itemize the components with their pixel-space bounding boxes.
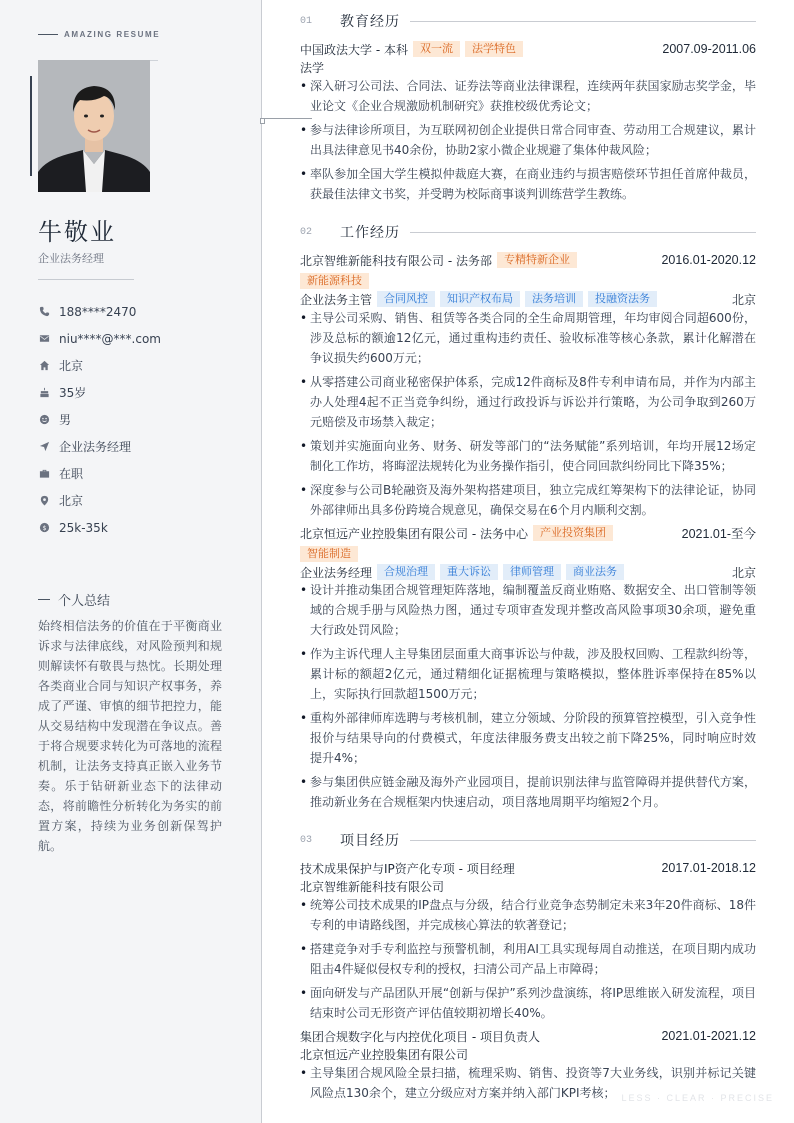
- briefcase-icon: [38, 468, 50, 480]
- job-role-row: [300, 290, 756, 308]
- project-bullets: [300, 895, 756, 1027]
- skill-tag: 投融资法务: [588, 291, 657, 307]
- cake-icon: [38, 387, 50, 399]
- company-tag: 新能源科技: [300, 273, 369, 289]
- send-icon: [38, 441, 50, 453]
- project-date: 2021.01-2021.12: [661, 1029, 756, 1043]
- contact-info-list: [38, 298, 248, 541]
- info-age: [38, 379, 248, 406]
- job-entry-header: [300, 524, 756, 542]
- job-tags-row: [300, 545, 756, 563]
- job-role-row: [300, 563, 756, 581]
- section-title: 教育经历: [340, 14, 400, 30]
- project-org: 北京恒远产业控股集团有限公司: [300, 1048, 469, 1062]
- phone-icon: [38, 306, 50, 318]
- info-gender: [38, 406, 248, 433]
- summary-text: 始终相信法务的价值在于平衡商业诉求与法律底线，对风险预判和规则解读怀有敬畏与热忱。长期处理各类商业合同与知识产权事务，养成了严谨、审慎的细节把控力，能从交易结构中发现潜在争议点。善于将合规要求转化为可落地的流程机制，让法务支持真正嵌入业务节奏。乐于钻研新业态下的法律动态，将前瞻性分析转化为务实的前置方案，持续为业务创新保驾护航。: [38, 619, 222, 853]
- company-name: 北京恒远产业控股集团有限公司 - 法务中心: [300, 526, 528, 541]
- home-text: 北京: [59, 359, 84, 373]
- age-text: 35岁: [59, 386, 87, 400]
- job-role: 企业法务主管: [300, 292, 373, 307]
- profile-photo: [38, 60, 150, 192]
- info-salary: [38, 514, 248, 541]
- skill-tag: 法务培训: [525, 291, 583, 307]
- company-tag: 产业投资集团: [533, 525, 613, 541]
- job-role: 企业法务经理: [300, 565, 373, 580]
- job-date: 2021.01-至今: [681, 527, 756, 541]
- photo-accent-bar: [30, 76, 32, 176]
- list-item: • 面向研发与产品团队开展“创新与保护”系列沙盘演练，将IP思维嵌入研发流程，项目结束时公司无形资产评估值较期初增长40%。: [300, 983, 756, 1023]
- timeline-node: [260, 118, 265, 124]
- info-target-role: [38, 433, 248, 460]
- major: 法学: [300, 61, 325, 75]
- section-number: 01: [300, 15, 313, 27]
- job-tags-row: [300, 272, 756, 290]
- company-name: 北京智维新能科技有限公司 - 法务部: [300, 253, 492, 268]
- projects-section-header: [300, 830, 756, 850]
- list-item: • 参与法律诊所项目，为互联网初创企业提供日常合同审查、劳动用工合规建议，累计出具法律意见书40余份，协助2家小微企业规避了集体仲裁风险；: [300, 120, 756, 160]
- job-date: 2016.01-2020.12: [661, 253, 756, 267]
- email-text: niu****@***.com: [59, 331, 161, 346]
- candidate-name: 牛敬业: [38, 218, 116, 246]
- company-tag: 智能制造: [300, 546, 358, 562]
- job-location: 北京: [731, 292, 756, 307]
- section-number: 02: [300, 226, 313, 238]
- portrait-illustration: [38, 60, 150, 192]
- project-entry-header: [300, 859, 756, 877]
- brand-divider: [38, 34, 58, 35]
- salary-text: 25k-35k: [59, 520, 108, 535]
- school-tag: 双一流: [413, 41, 460, 57]
- job-bullets: [300, 580, 756, 816]
- list-item: • 搭建竞争对手专利监控与预警机制，利用AI工具实现每周自动推送，在项目期内成功阻击4件疑似侵权专利的授权，扫清公司产品上市障碍；: [300, 939, 756, 979]
- list-item: • 策划并实施面向业务、财务、研发等部门的“法务赋能”系列培训，年均开展12场定制化工作坊，将晦涩法规转化为业务操作指引，使合同回款纠纷同比下降35%；: [300, 436, 756, 476]
- project-name: 集团合规数字化与内控优化项目 - 项目负责人: [300, 1029, 540, 1044]
- footer-watermark: LESS · CLEAR · PRECISE: [621, 1093, 774, 1103]
- education-date: 2007.09-2011.06: [662, 42, 756, 56]
- skill-tag: 律师管理: [503, 564, 561, 580]
- skill-tag: 合同风控: [377, 291, 435, 307]
- project-name: 技术成果保护与IP资产化专项 - 项目经理: [300, 861, 515, 876]
- section-title: 项目经历: [340, 833, 400, 849]
- list-item: • 作为主诉代理人主导集团层面重大商事诉讼与仲裁，涉及股权回购、工程款纠纷等，累计标的额超2亿元，通过精细化证据梳理与策略模拟，整体胜诉率保持在85%以上，实际执行回款超1500万元；: [300, 644, 756, 704]
- project-entry-header: [300, 1027, 756, 1045]
- list-item: • 主导集团合规风险全景扫描，梳理采购、销售、投资等7大业务线，识别并标记关键风险点130余个，建立分级应对方案并纳入部门KPI考核；: [300, 1063, 756, 1103]
- info-home: [38, 352, 248, 379]
- section-rule: [410, 840, 756, 841]
- skill-tag: 知识产权布局: [440, 291, 520, 307]
- brand: [38, 30, 160, 39]
- info-status: [38, 460, 248, 487]
- skill-tag: 合规治理: [377, 564, 435, 580]
- info-email: [38, 325, 248, 352]
- svg-text:$: $: [41, 523, 47, 532]
- phone-text: 188****2470: [59, 304, 137, 319]
- job-entry-header: [300, 251, 756, 269]
- info-location: [38, 487, 248, 514]
- school-tag: 法学特色: [465, 41, 523, 57]
- summary-dash: [38, 599, 50, 600]
- list-item: • 深入研习公司法、合同法、证券法等商业法律课程，连续两年获国家励志奖学金，毕业论文《企业合规激励机制研究》获推校级优秀论文；: [300, 76, 756, 116]
- section-rule: [410, 232, 756, 233]
- school-name: 中国政法大学 - 本科: [300, 42, 408, 57]
- location-text: 北京: [59, 494, 84, 508]
- home-icon: [38, 360, 50, 372]
- education-entry-header: [300, 40, 756, 58]
- gender-text: 男: [59, 413, 72, 427]
- brand-text: AMAZING RESUME: [64, 30, 161, 39]
- work-section-header: [300, 222, 756, 242]
- project-date: 2017.01-2018.12: [661, 861, 756, 875]
- list-item: • 设计并推动集团合规管理矩阵落地，编制覆盖反商业贿赂、数据安全、出口管制等领域的合规手册与风险热力图，通过专项审查发现并整改高风险事项30余项，避免重大行政处罚风险；: [300, 580, 756, 640]
- list-item: • 统筹公司技术成果的IP盘点与分级，结合行业竞争态势制定未来3年20件商标、18件专利的申请路线图，并完成核心算法的软著登记；: [300, 895, 756, 935]
- candidate-title: 企业法务经理: [38, 252, 104, 265]
- location-icon: [38, 495, 50, 507]
- title-divider: [38, 279, 134, 280]
- info-phone: [38, 298, 248, 325]
- list-item: • 重构外部律师库选聘与考核机制，建立分领域、分阶段的预算管控模型，引入竞争性报价与结果导向的付费模式，年度法律服务费支出较之前下降25%，同时响应时效提升4%；: [300, 708, 756, 768]
- list-item: • 深度参与公司B轮融资及海外架构搭建项目，独立完成红筹架构下的法律论证，协同外部律师出具多份跨境合规意见，确保交易在6个月内顺利交割。: [300, 480, 756, 520]
- job-location: 北京: [731, 565, 756, 580]
- company-tag: 专精特新企业: [497, 252, 577, 268]
- sidebar: [0, 0, 262, 1123]
- education-bullets: [300, 76, 756, 208]
- status-text: 在职: [59, 467, 84, 481]
- summary-heading: [38, 590, 110, 609]
- project-org: 北京智维新能科技有限公司: [300, 880, 445, 894]
- skill-tag: 商业法务: [566, 564, 624, 580]
- list-item: • 参与集团供应链金融及海外产业园项目，提前识别法律与监管障碍并提供替代方案，推动新业务在合规框架内快速启动，项目落地周期平均缩短2个月。: [300, 772, 756, 812]
- summary-title: 个人总结: [58, 594, 111, 609]
- target-role-text: 企业法务经理: [59, 440, 132, 454]
- list-item: • 从零搭建公司商业秘密保护体系，完成12件商标及8件专利申请布局，并作为内部主办人处理4起不正当竞争纠纷，通过行政投诉与诉讼并行策略，为公司争取到260万元赔偿及市场禁入裁定；: [300, 372, 756, 432]
- skill-tag: 重大诉讼: [440, 564, 498, 580]
- salary-icon: [38, 522, 50, 534]
- section-title: 工作经历: [340, 225, 400, 241]
- section-number: 03: [300, 834, 313, 846]
- job-bullets: [300, 308, 756, 524]
- section-rule: [410, 21, 756, 22]
- list-item: • 主导公司采购、销售、租赁等各类合同的全生命周期管理，年均审阅合同超600份，涉及总标的额逾12亿元，通过重构违约责任、验收标准等核心条款，累计化解潜在争议损失约600万元；: [300, 308, 756, 368]
- mail-icon: [38, 333, 50, 345]
- gender-icon: [38, 414, 50, 426]
- education-section-header: [300, 11, 756, 31]
- list-item: • 率队参加全国大学生模拟仲裁庭大赛，在商业违约与损害赔偿环节担任首席仲裁员，获最佳法律文书奖，并受聘为校际商事谈判训练营学生教练。: [300, 164, 756, 204]
